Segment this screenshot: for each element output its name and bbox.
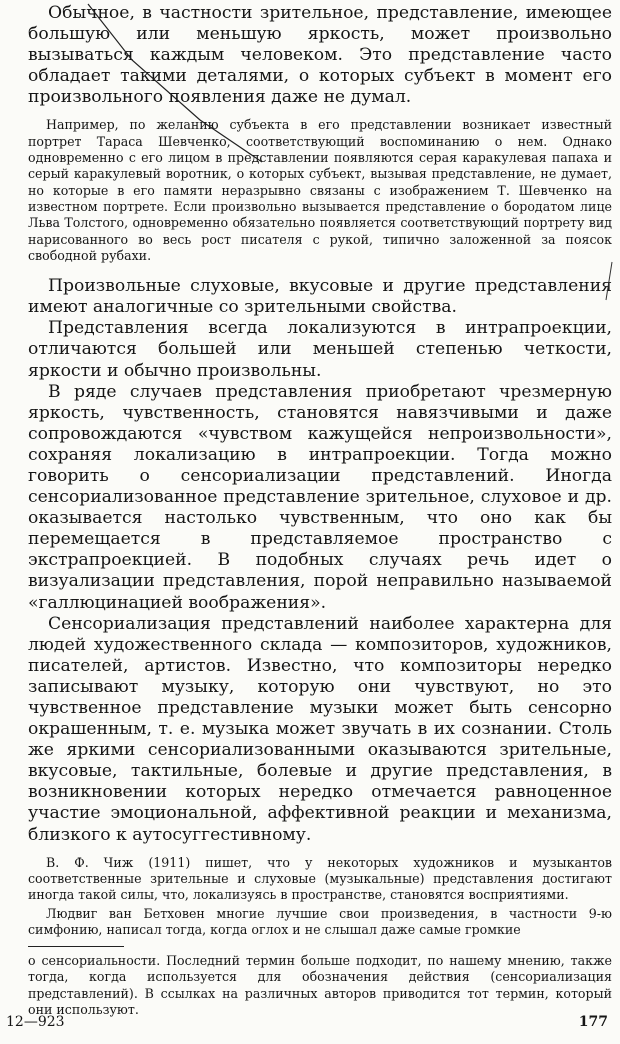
footnote-divider	[28, 946, 124, 947]
footnote: о сенсориальности. Последний термин больше подходит, по нашему мнению, также тогда, когда используется для обозначения действия (сенсориализация представлений). В ссылках на различных авторов приводится тот термин, который они используют.	[28, 953, 612, 1018]
paragraph-1: Обычное, в частности зрительное, представление, имеющее большую или меньшую яркость, может произвольно вызываться каждым человеком. Это представление часто обладает такими деталями, о которых субъект в момент его произвольного появления даже не думал.	[28, 3, 612, 108]
page-number: 177	[578, 1014, 608, 1030]
printer-signature: 12—923	[6, 1014, 65, 1030]
paragraph-4: Представления всегда локализуются в интрапроекции, отличаются большей или меньшей степенью четкости, яркости и обычно произвольны.	[28, 318, 612, 381]
paragraph-6: Сенсориализация представлений наиболее характерна для людей художественного склада — композиторов, художников, писателей, артистов. Известно, что композиторы нередко записывают музыку, которую они чувствуют, но это чувственное представление музыки может быть сенсорно окрашенным, т. е. музыка может звучать в их сознании. Столь же яркими сенсориализованными оказываются зрительные, вкусовые, тактильные, болевые и другие представления, в возникновении которых нередко отмечается равноценное участие эмоциональной, аффективной реакции и механизма, близкого к аутосуггестивному.	[28, 613, 612, 845]
example-paragraph: Например, по желанию субъекта в его представлении возникает известный портрет Тараса Шевченко, соответствующий воспоминанию о нем. Однако одновременно с его лицом в представлении появляются серая каракулевая папаха и серый каракулевый воротник, о которых субъект, вызывая представление, не думает, но которые в его памяти неразрывно связаны с изображением Т. Шевченко на известном портрете. Если произвольно вызывается представление о бородатом лице Льва Толстого, одновременно обязательно появляется соответствующий портрету вид нарисованного во весь рост писателя с рукой, типично заложенной за поясок свободной рубахи.	[28, 117, 612, 263]
paragraph-5: В ряде случаев представления приобретают чрезмерную яркость, чувственность, становятся навязчивыми и даже сопровождаются «чувством кажущейся непроизвольности», сохраняя локализацию в интрапроекции. Тогда можно говорить о сенсориализации представлений. Иногда сенсориализованное представление зрительное, слуховое и др. оказывается настолько чувственным, что оно как бы перемещается в представляемое пространство с экстрапроекцией. В подобных случаях речь идет о визуализации представления, порой неправильно называемой «галлюцинацией воображения».	[28, 381, 612, 613]
citation-paragraph: В. Ф. Чиж (1911) пишет, что у некоторых художников и музыкантов соответственные зрительные и слуховые (музыкальные) представления достигают иногда такой силы, что, локализуясь в пространстве, становятся восприятиями.	[28, 854, 612, 903]
beethoven-paragraph: Людвиг ван Бетховен многие лучшие свои произведения, в частности 9-ю симфонию, написал тогда, когда оглох и не слышал даже самые громкие	[28, 905, 612, 937]
paragraph-3: Произвольные слуховые, вкусовые и другие представления имеют аналогичные со зрительными свойства.	[28, 276, 612, 318]
page-body	[28, 3, 612, 1018]
